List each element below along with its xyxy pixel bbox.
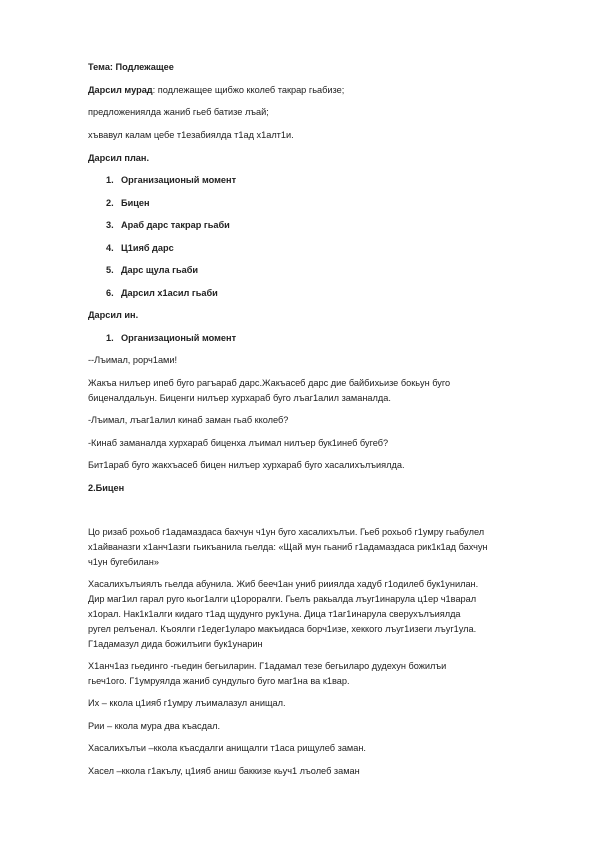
plan-item-text: Дарсил х1асил гьаби	[121, 288, 218, 298]
answer: Бит1араб буго жакхъасеб бицен нилъер хурхараб буго хасалихълъиялда.	[88, 460, 405, 470]
story-line: Г1адамазул дида божилъиги бук1унарин	[88, 639, 263, 649]
plan-item-text: Ц1ияб дарс	[121, 243, 174, 253]
plan-item-number: 4.	[106, 243, 114, 253]
definition-line: Хасел –ккола г1акълу, ц1ияб аниш баккизе кьуч1 лъолеб заман	[88, 766, 360, 776]
course-item	[106, 332, 506, 345]
paragraph-line: биценалдальун. Биценги нилъер хурхараб буго лъаг1алил заманалда.	[88, 393, 391, 403]
section-heading: 2.Бицен	[88, 483, 125, 493]
plan-item-text: Организационый момент	[121, 175, 237, 185]
plan-item-text: Бицен	[121, 198, 150, 208]
paragraph-line: Жакъа нилъер иneб буго рагъараб дарс.Жакъасеб дарс дие байбихьизе бокьун буго	[88, 378, 451, 388]
course-item-text: Организационый момент	[121, 333, 237, 343]
plan-item	[106, 264, 506, 277]
goal-label: Дарсил мурад	[88, 85, 153, 95]
plan-item	[106, 174, 506, 187]
goal-line	[88, 84, 513, 97]
topic-heading: Тема: Подлежащее	[88, 62, 174, 72]
story-line: Дир маг1ил гарал руго кьог1алги ц1ороралги. Гьелъ ракьалда лъуг1инарула ц1ер ч1варал	[88, 594, 477, 604]
plan-item-number: 1.	[106, 175, 114, 185]
story-line: Цо ризаб рохьоб г1адамаздаса бахчун ч1ун буго хасалихълъи. Гьеб рохьоб г1умру гьабулел	[88, 527, 485, 537]
definition-line: Рии – ккола мура два къасдал.	[88, 721, 221, 731]
plan-item-number: 6.	[106, 288, 114, 298]
goal-text: : подлежащее щибжо кколеб такрар гьабизе;	[152, 85, 345, 95]
plan-item-number: 3.	[106, 220, 114, 230]
goal-line-2: предложениялда жаниб гьеб батизе лъай;	[88, 107, 269, 117]
plan-item	[106, 287, 506, 300]
plan-heading: Дарсил план.	[88, 153, 150, 163]
question-2: -Кинаб заманалда хурхараб биценха лъимал нилъер бук1инеб бугеб?	[88, 438, 389, 448]
definition-line: Их – ккола ц1ияб г1умру лъималазул анищал.	[88, 698, 286, 708]
course-heading: Дарсил ин.	[88, 310, 139, 320]
story-line: Хасалихълъиялъ гьелда абунила. Жиб бееч1ан униб рииялда хадуб г1одилеб бук1унилан.	[88, 579, 479, 589]
story-line: х1айваназги х1анч1азги гьикъанила гьелда: «Щай мун гьаниб г1адамаздаса рик1к1ад бахчун	[88, 542, 488, 552]
plan-item-text: Араб дарс такрар гьаби	[121, 220, 230, 230]
story-line: ругел релъенал. Къоялги г1едег1уларо макъидаса борч1изе, хеккого лъуг1изеги лъуг1ула.	[88, 624, 477, 634]
story-line: ч1ун бугебилан»	[88, 557, 159, 567]
plan-item	[106, 219, 506, 232]
plan-item-text: Дарс щула гьаби	[121, 265, 199, 275]
course-item-number: 1.	[106, 333, 114, 343]
greeting: --Лъимал, рорч1ами!	[88, 355, 178, 365]
plan-item	[106, 242, 506, 255]
goal-line-3: хъвавул калам цебе т1езабиялда т1ад х1алт1и.	[88, 130, 294, 140]
plan-item-number: 2.	[106, 198, 114, 208]
story-line: х1орал. Нак1к1алги кидаго т1ад щудунго рук1уна. Дица т1аг1инарула сверухълъиялда	[88, 609, 461, 619]
story-line: гьеч1ого. Г1умруялда жаниб сундульго буго маг1на ва к1вар.	[88, 676, 350, 686]
definition-line: Хасалихълъи –ккола къасдалги анищалги т1аса рищулеб заман.	[88, 743, 366, 753]
question-1: -Лъимал, лъаг1алил кинаб заман гьаб кколеб?	[88, 415, 289, 425]
plan-item-number: 5.	[106, 265, 114, 275]
story-line: Х1анч1аз гьединго -гьедин бегьиларин. Г1адамал тезе бегьиларо дудехун божилъи	[88, 661, 447, 671]
plan-item	[106, 197, 506, 210]
